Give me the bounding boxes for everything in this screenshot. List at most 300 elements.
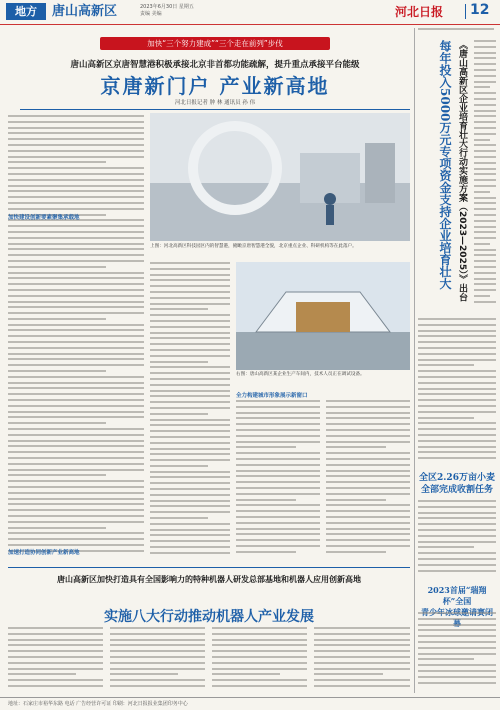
text-line <box>8 668 103 670</box>
text-line <box>418 388 496 390</box>
text-line <box>326 545 410 547</box>
text-line <box>8 301 144 303</box>
text-line <box>474 98 496 100</box>
text-line <box>326 406 410 408</box>
text-line <box>212 679 307 681</box>
text-line <box>150 378 230 380</box>
text-line <box>8 422 106 424</box>
text-line <box>418 612 496 614</box>
text-line <box>8 434 144 436</box>
text-line <box>110 639 205 641</box>
text-line <box>326 533 410 535</box>
lead-rule <box>20 109 410 110</box>
text-line <box>236 539 320 541</box>
text-line <box>474 150 496 152</box>
text-line <box>418 330 496 332</box>
text-line <box>474 46 496 48</box>
text-line <box>150 471 230 473</box>
text-line <box>150 297 230 299</box>
text-line <box>418 28 494 30</box>
text-line <box>150 372 230 374</box>
right-headline-wheat <box>418 472 496 496</box>
text-line <box>150 494 230 496</box>
text-line <box>8 656 103 658</box>
text-line <box>212 668 307 670</box>
text-line <box>326 423 410 425</box>
text-line <box>474 254 496 256</box>
text-line <box>8 237 144 239</box>
text-line <box>8 509 144 511</box>
right-article-1 <box>418 318 496 468</box>
text-line <box>150 436 230 438</box>
text-line <box>150 517 208 519</box>
text-line <box>236 522 320 524</box>
text-line <box>314 685 410 687</box>
right-side-text <box>474 40 496 312</box>
text-line <box>236 452 320 454</box>
text-line <box>8 190 144 192</box>
text-line <box>150 326 230 328</box>
text-line <box>474 86 490 88</box>
text-line <box>150 285 230 287</box>
text-line <box>474 278 496 280</box>
workshop-illustration <box>150 113 410 241</box>
text-line <box>474 156 496 158</box>
text-line <box>418 457 496 459</box>
text-line <box>418 324 496 326</box>
text-line <box>314 656 410 658</box>
editor-text: 责编 美编 <box>140 11 162 17</box>
text-line <box>8 627 103 629</box>
text-line <box>418 376 496 378</box>
text-line <box>326 510 410 512</box>
text-line <box>236 470 320 472</box>
right-article-2 <box>418 500 496 580</box>
paper-logo: 河北日报 <box>395 5 444 19</box>
text-line <box>150 476 230 478</box>
text-line <box>236 412 320 414</box>
text-line <box>8 144 144 146</box>
text-line <box>110 656 205 658</box>
bottom-title: 实施八大行动推动机器人产业发展 <box>104 609 314 625</box>
right-intro-lines <box>418 28 494 38</box>
text-line <box>418 535 496 537</box>
text-line <box>418 434 496 436</box>
lead-article-column-3 <box>236 400 320 560</box>
text-line <box>326 429 410 431</box>
text-line <box>8 538 144 540</box>
text-line <box>418 647 496 649</box>
text-line <box>236 533 320 535</box>
text-line <box>418 318 496 320</box>
text-line <box>418 440 496 442</box>
text-line <box>474 214 496 216</box>
text-line <box>150 320 230 322</box>
text-line <box>110 673 178 675</box>
text-line <box>474 272 496 274</box>
text-line <box>150 366 230 368</box>
text-line <box>418 364 474 366</box>
text-line <box>418 446 496 448</box>
text-line <box>8 208 144 210</box>
date-line <box>140 4 194 18</box>
text-line <box>474 121 496 123</box>
text-line <box>236 516 320 518</box>
text-line <box>8 480 144 482</box>
text-line <box>418 682 496 684</box>
text-line <box>150 413 208 415</box>
text-line <box>418 382 496 384</box>
text-line <box>150 274 230 276</box>
text-line <box>8 324 144 326</box>
text-line <box>8 521 144 523</box>
text-line <box>326 417 410 419</box>
text-line <box>418 541 496 543</box>
photo-caption-2: 右图：唐山高新区某企业生产车间内，技术人员正在调试设备。 <box>236 372 365 377</box>
text-line <box>326 435 410 437</box>
text-line <box>8 167 144 169</box>
subhead-2: 全力构建城市形象展示新窗口 <box>236 393 308 399</box>
text-line <box>236 499 296 501</box>
text-line <box>8 138 144 140</box>
text-line <box>150 361 208 363</box>
text-line <box>236 423 320 425</box>
text-line <box>8 156 144 158</box>
text-line <box>8 662 103 664</box>
text-line <box>326 504 410 506</box>
right-vertical-title: 每年投入5000万元专项资金支持企业培育壮大 <box>438 40 452 290</box>
text-line <box>236 464 320 466</box>
text-line <box>236 435 320 437</box>
text-line <box>474 249 496 251</box>
text-line <box>8 243 144 245</box>
text-line <box>8 132 144 134</box>
text-line <box>212 627 307 629</box>
text-line <box>474 220 496 222</box>
text-line <box>8 260 144 262</box>
text-line <box>314 627 410 629</box>
page-footer: 地址：石家庄市裕华东路 电话 广告经营许可证 印刷：河北日报报业集团印务中心 <box>0 697 500 710</box>
text-line <box>150 540 230 542</box>
text-line <box>150 442 230 444</box>
text-line <box>314 662 410 664</box>
text-line <box>474 168 496 170</box>
text-line <box>236 545 320 547</box>
text-line <box>110 627 205 629</box>
text-line <box>236 429 320 431</box>
text-line <box>236 400 320 402</box>
text-line <box>474 133 496 135</box>
text-line <box>474 104 496 106</box>
text-line <box>150 419 230 421</box>
text-line <box>236 446 296 448</box>
text-line <box>418 422 496 424</box>
text-line <box>326 522 410 524</box>
text-line <box>150 303 230 305</box>
section-name: 唐山高新区 <box>52 4 118 19</box>
text-line <box>418 353 496 355</box>
text-line <box>474 208 496 210</box>
text-line <box>8 428 144 430</box>
lead-byline: 河北日报记者 肿 林 通讯员 孙 伟 <box>174 100 256 106</box>
text-line <box>150 291 230 293</box>
right-vertical-subtitle: 《唐山高新区企业培育壮大行动实施方案（2023—2025）》出台 <box>457 40 467 302</box>
text-line <box>326 493 410 495</box>
text-line <box>8 474 106 476</box>
date-text: 2023年6月30日 星期五 <box>140 4 194 10</box>
text-line <box>150 349 230 351</box>
text-line <box>150 407 230 409</box>
text-line <box>474 266 496 268</box>
text-line <box>8 248 144 250</box>
text-line <box>8 318 106 320</box>
text-line <box>150 465 208 467</box>
text-line <box>326 446 386 448</box>
text-line <box>326 452 410 454</box>
text-line <box>150 308 208 310</box>
text-line <box>418 564 496 566</box>
text-line <box>8 382 144 384</box>
text-line <box>110 679 205 681</box>
text-line <box>418 558 496 560</box>
text-line <box>418 506 496 508</box>
wheat-title-line-1: 全区2.26万亩小麦 <box>419 473 495 483</box>
text-line <box>212 650 307 652</box>
text-line <box>474 40 496 42</box>
text-line <box>8 650 103 652</box>
text-line <box>474 179 496 181</box>
text-line <box>326 551 386 553</box>
text-line <box>8 633 103 635</box>
text-line <box>110 644 205 646</box>
text-line <box>8 347 144 349</box>
text-line <box>8 364 144 366</box>
photo-caption-1: 上图：河北高新区科技园区内的智慧港，俯瞰京唐智慧港全貌，北京重点企业、科研机构等在此落户。 <box>150 244 357 249</box>
text-line <box>418 417 474 419</box>
text-line <box>8 527 106 529</box>
text-line <box>8 679 103 681</box>
text-line <box>314 644 410 646</box>
text-line <box>236 504 320 506</box>
text-line <box>150 401 230 403</box>
text-line <box>212 656 307 658</box>
text-line <box>8 685 103 687</box>
text-line <box>236 487 320 489</box>
text-line <box>8 393 144 395</box>
text-line <box>8 503 144 505</box>
text-line <box>474 57 496 59</box>
text-line <box>150 279 230 281</box>
page-number: 12 <box>470 2 490 18</box>
text-line <box>212 662 307 664</box>
text-line <box>8 173 144 175</box>
text-line <box>418 546 474 548</box>
text-line <box>418 347 496 349</box>
text-line <box>212 673 280 675</box>
text-line <box>150 500 230 502</box>
text-line <box>8 532 144 534</box>
text-line <box>150 262 230 264</box>
text-line <box>8 150 144 152</box>
text-line <box>150 523 230 525</box>
text-line <box>418 399 496 401</box>
text-line <box>8 358 144 360</box>
subhead-1: 加快建设创新要素聚集承载地 <box>8 215 80 221</box>
text-line <box>8 254 144 256</box>
text-line <box>8 673 76 675</box>
text-line <box>474 260 496 262</box>
text-line <box>150 343 230 345</box>
text-line <box>8 179 144 181</box>
text-line <box>8 457 144 459</box>
text-line <box>8 335 144 337</box>
text-line <box>474 226 496 228</box>
text-line <box>418 664 496 666</box>
bottom-column-1 <box>8 627 103 693</box>
text-line <box>150 390 230 392</box>
text-line <box>8 440 144 442</box>
text-line <box>418 570 496 572</box>
text-line <box>418 393 496 395</box>
text-line <box>150 430 230 432</box>
lead-article-column-2 <box>150 262 230 560</box>
lead-title: 京唐新门户 产业新高地 <box>100 74 330 98</box>
text-line <box>150 424 230 426</box>
text-line <box>8 451 144 453</box>
text-line <box>8 306 144 308</box>
text-line <box>150 552 230 554</box>
text-line <box>236 528 320 530</box>
text-line <box>326 499 386 501</box>
text-line <box>212 685 307 687</box>
text-line <box>418 341 496 343</box>
text-line <box>8 463 144 465</box>
text-line <box>8 644 103 646</box>
text-line <box>8 469 144 471</box>
text-line <box>418 618 496 620</box>
text-line <box>236 458 320 460</box>
lead-article-column-4 <box>326 400 410 560</box>
text-line <box>150 534 230 536</box>
text-line <box>150 355 230 357</box>
text-line <box>474 52 496 54</box>
text-line <box>110 668 205 670</box>
lead-photo-building <box>236 262 410 370</box>
text-line <box>110 685 205 687</box>
text-line <box>8 515 144 517</box>
text-line <box>8 498 144 500</box>
lead-photo-workshop <box>150 113 410 241</box>
text-line <box>150 529 230 531</box>
text-line <box>236 493 320 495</box>
text-line <box>474 185 496 187</box>
text-line <box>326 464 410 466</box>
section-tag: 地方 <box>6 3 46 20</box>
text-line <box>150 511 230 513</box>
text-line <box>474 127 496 129</box>
text-line <box>236 551 296 553</box>
text-line <box>8 225 144 227</box>
text-line <box>474 81 496 83</box>
text-line <box>8 329 144 331</box>
text-line <box>418 676 496 678</box>
text-line <box>150 488 230 490</box>
text-line <box>326 412 410 414</box>
text-line <box>418 359 496 361</box>
text-line <box>474 295 490 297</box>
text-line <box>110 662 205 664</box>
text-line <box>418 411 496 413</box>
text-line <box>212 639 307 641</box>
text-line <box>150 337 230 339</box>
text-line <box>314 668 410 670</box>
text-line <box>8 416 144 418</box>
text-line <box>474 92 496 94</box>
text-line <box>236 475 320 477</box>
text-line <box>150 314 230 316</box>
text-line <box>150 448 230 450</box>
text-line <box>418 428 496 430</box>
text-line <box>314 673 383 675</box>
text-line <box>8 202 144 204</box>
text-line <box>8 231 144 233</box>
text-line <box>8 266 106 268</box>
text-line <box>326 475 410 477</box>
text-line <box>474 191 490 193</box>
text-line <box>150 482 230 484</box>
text-line <box>418 500 496 502</box>
text-line <box>418 370 496 372</box>
text-line <box>8 486 144 488</box>
text-line <box>150 384 230 386</box>
text-line <box>474 75 496 77</box>
text-line <box>8 161 106 163</box>
text-line <box>150 546 230 548</box>
text-line <box>8 376 144 378</box>
text-line <box>326 487 410 489</box>
text-line <box>8 544 144 546</box>
text-line <box>236 441 320 443</box>
text-line <box>8 115 144 117</box>
text-line <box>418 670 496 672</box>
text-line <box>474 243 490 245</box>
lead-article-column-1 <box>8 115 144 559</box>
text-line <box>326 400 410 402</box>
text-line <box>418 517 496 519</box>
text-line <box>8 295 144 297</box>
text-line <box>236 510 320 512</box>
text-line <box>212 644 307 646</box>
bottom-column-3 <box>212 627 307 693</box>
text-line <box>150 268 230 270</box>
text-line <box>314 633 410 635</box>
bottom-column-2 <box>110 627 205 693</box>
page-number-divider <box>465 4 466 19</box>
text-line <box>474 283 496 285</box>
text-line <box>474 110 496 112</box>
text-line <box>474 197 496 199</box>
text-line <box>474 162 496 164</box>
text-line <box>8 272 144 274</box>
text-line <box>418 653 496 655</box>
text-line <box>474 289 496 291</box>
text-line <box>418 335 496 337</box>
text-line <box>8 185 144 187</box>
text-line <box>8 121 144 123</box>
text-line <box>8 289 144 291</box>
text-line <box>326 481 410 483</box>
text-line <box>326 528 410 530</box>
